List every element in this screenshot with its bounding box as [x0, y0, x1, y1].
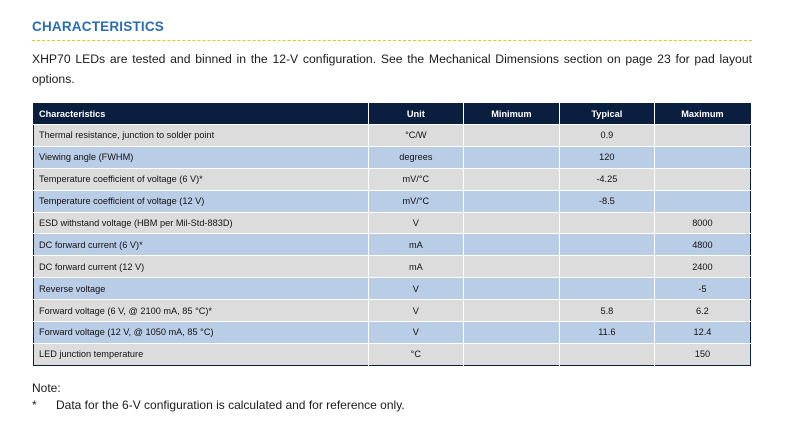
table-row	[34, 343, 751, 365]
cell-characteristic: Forward voltage (12 V, @ 1050 mA, 85 °C)	[34, 322, 369, 344]
cell-maximum: 2400	[654, 256, 750, 278]
cell-maximum	[654, 146, 750, 168]
cell-characteristic: LED junction temperature	[34, 343, 369, 365]
cell-typical	[559, 212, 654, 234]
cell-characteristic: DC forward current (12 V)	[34, 256, 369, 278]
cell-typical: 11.6	[559, 322, 654, 344]
note-line	[32, 398, 405, 412]
cell-unit: V	[368, 278, 463, 300]
section-title: CHARACTERISTICS	[32, 19, 165, 34]
header-unit: Unit	[368, 104, 463, 125]
cell-maximum: 8000	[654, 212, 750, 234]
cell-minimum	[463, 168, 559, 190]
cell-unit: mV/°C	[368, 168, 463, 190]
note-text: Data for the 6-V configuration is calculated and for reference only.	[56, 398, 405, 412]
cell-maximum	[654, 125, 750, 147]
characteristics-table	[33, 103, 751, 366]
note-label: Note:	[32, 381, 61, 395]
cell-minimum	[463, 322, 559, 344]
header-maximum: Maximum	[654, 104, 750, 125]
title-divider	[32, 40, 752, 41]
cell-typical: -8.5	[559, 190, 654, 212]
cell-unit: V	[368, 212, 463, 234]
cell-unit: V	[368, 300, 463, 322]
cell-unit: mA	[368, 256, 463, 278]
cell-maximum: 12.4	[654, 322, 750, 344]
cell-typical	[559, 256, 654, 278]
cell-typical: 0.9	[559, 125, 654, 147]
table-row	[34, 125, 751, 147]
header-typical: Typical	[559, 104, 654, 125]
cell-characteristic: Thermal resistance, junction to solder point	[34, 125, 369, 147]
table-row	[34, 168, 751, 190]
cell-typical	[559, 343, 654, 365]
table-header-row	[34, 104, 751, 125]
cell-minimum	[463, 300, 559, 322]
cell-unit: °C/W	[368, 125, 463, 147]
cell-unit: mA	[368, 234, 463, 256]
table-row	[34, 234, 751, 256]
cell-characteristic: Temperature coefficient of voltage (6 V)*	[34, 168, 369, 190]
cell-minimum	[463, 212, 559, 234]
cell-minimum	[463, 125, 559, 147]
cell-typical: 120	[559, 146, 654, 168]
cell-minimum	[463, 190, 559, 212]
cell-typical	[559, 278, 654, 300]
cell-characteristic: Temperature coefficient of voltage (12 V)	[34, 190, 369, 212]
table-row	[34, 190, 751, 212]
cell-minimum	[463, 278, 559, 300]
cell-unit: mV/°C	[368, 190, 463, 212]
intro-paragraph: XHP70 LEDs are tested and binned in the 12-V configuration. See the Mechanical Dimensions section on page 23 for pad layout options.	[32, 52, 752, 86]
cell-characteristic: Reverse voltage	[34, 278, 369, 300]
table-row	[34, 278, 751, 300]
table-row	[34, 322, 751, 344]
cell-typical: 5.8	[559, 300, 654, 322]
cell-unit: degrees	[368, 146, 463, 168]
cell-maximum: 4800	[654, 234, 750, 256]
cell-unit: °C	[368, 343, 463, 365]
cell-minimum	[463, 256, 559, 278]
cell-minimum	[463, 146, 559, 168]
cell-characteristic: DC forward current (6 V)*	[34, 234, 369, 256]
cell-maximum	[654, 168, 750, 190]
cell-maximum: 6.2	[654, 300, 750, 322]
table-row	[34, 212, 751, 234]
cell-characteristic: Forward voltage (6 V, @ 2100 mA, 85 °C)*	[34, 300, 369, 322]
table-row	[34, 146, 751, 168]
note-asterisk: *	[32, 398, 37, 412]
cell-characteristic: Viewing angle (FWHM)	[34, 146, 369, 168]
cell-typical	[559, 234, 654, 256]
cell-unit: V	[368, 322, 463, 344]
cell-typical: -4.25	[559, 168, 654, 190]
header-minimum: Minimum	[463, 104, 559, 125]
cell-characteristic: ESD withstand voltage (HBM per Mil-Std-883D)	[34, 212, 369, 234]
cell-maximum: 150	[654, 343, 750, 365]
table-row	[34, 256, 751, 278]
cell-maximum	[654, 190, 750, 212]
header-characteristics: Characteristics	[34, 104, 369, 125]
table-row	[34, 300, 751, 322]
cell-maximum: -5	[654, 278, 750, 300]
cell-minimum	[463, 343, 559, 365]
cell-minimum	[463, 234, 559, 256]
